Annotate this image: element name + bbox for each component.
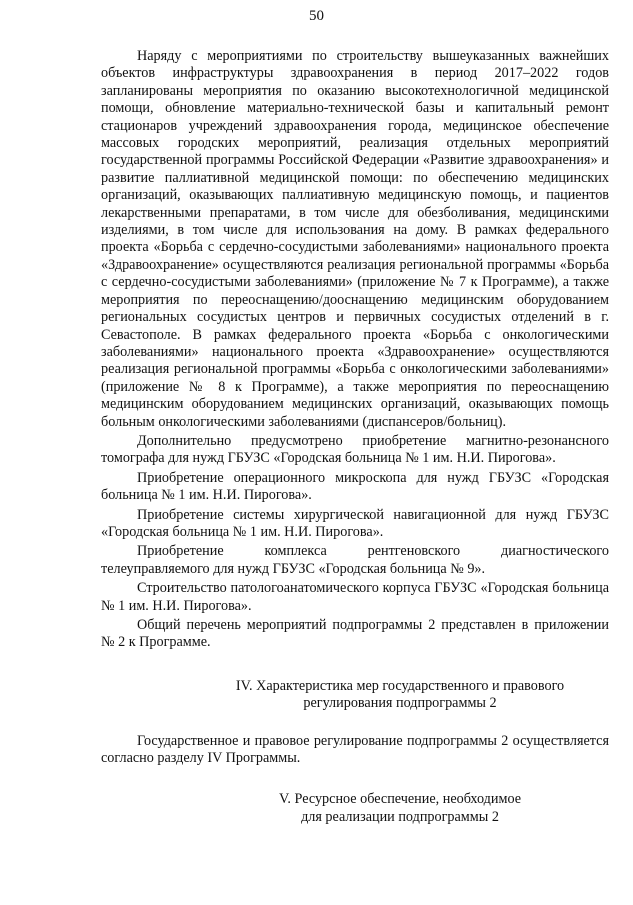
paragraph-pathology-building: Строительство патологоанатомического корпуса ГБУЗС «Городская больница № 1 им. Н.И. Пирогова». (101, 580, 609, 614)
section-5-heading (191, 791, 609, 826)
section-4-heading (191, 678, 609, 713)
section-4-heading-line1: IV. Характеристика мер государственного и правового (235, 677, 565, 694)
paragraph-microscope: Приобретение операционного микроскопа для нужд ГБУЗС «Городская больница № 1 им. Н.И. Пирогова». (101, 469, 609, 504)
section-4-heading-line2: регулирования подпрограммы 2 (303, 695, 497, 712)
paragraph-navigation-system: Приобретение системы хирургической навигационной для нужд ГБУЗС «Городская больница № 1 им. Н.И. Пирогова». (101, 506, 609, 540)
paragraph-activity-list: Общий перечень мероприятий подпрограммы 2 представлен в приложении № 2 к Программе. (101, 617, 609, 651)
paragraph-infrastructure: Наряду с мероприятиями по строительству вышеуказанных важнейших объектов инфраструктуры здравоохранения в период 2017–2022 годов запланированы мероприятия по оказанию высокотехнологичной медицинской помощи, обновление материально-технической базы и капитальный ремонт стационаров учреждений здравоохранения города, медицинское обеспечение массовых городских мероприятий, реализация отдельных мероприятий государственной программы Российской Федерации «Развитие здравоохранения» и развитие паллиативной медицинской помощи: по обеспечению медицинских организаций, оказывающих паллиативную медицинскую помощь, и пациентов лекарственными препаратами, в том числе для обезболивания, медицинскими изделиями, в том числе для использования на дому. В рамках федерального проекта «Борьба с сердечно-сосудистыми заболеваниями» национального проекта «Здравоохранение» осуществляются реализация региональной программы «Борьба с сердечно-сосудистыми заболеваниями» (приложение № 7 к Программе), а также мероприятия по переоснащению/дооснащению медицинским оборудованием региональных сосудистых центров и первичных сосудистых отделений в г. Севастополе. В рамках федерального проекта «Борьба с онкологическими заболеваниями» национального проекта «Здравоохранение» осуществляются реализация региональной программы «Борьба с онкологическими заболеваниями» (приложение № 8 к Программе), а также мероприятия по переоснащению медицинским оборудованием медицинских организаций, оказывающих помощь больным онкологическими заболеваниями (диспансеров/больниц). (101, 48, 609, 430)
paragraph-mri: Дополнительно предусмотрено приобретение магнитно-резонансного томографа для нужд ГБУЗС «Городская больница № 1 им. Н.И. Пирогова». (101, 432, 609, 467)
section-5-heading-line1: V. Ресурсное обеспечение, необходимое (278, 791, 522, 808)
paragraph-xray-complex: Приобретение комплекса рентгеновского диагностического телеуправляемого для нужд ГБУЗС «Городская больница № 9». (101, 543, 609, 577)
page-number: 50 (309, 8, 324, 24)
section-4-paragraph: Государственное и правовое регулирование подпрограммы 2 осуществляется согласно разделу IV Программы. (101, 732, 609, 767)
section-5-heading-line2: для реализации подпрограммы 2 (301, 808, 499, 825)
document-body (101, 48, 609, 826)
